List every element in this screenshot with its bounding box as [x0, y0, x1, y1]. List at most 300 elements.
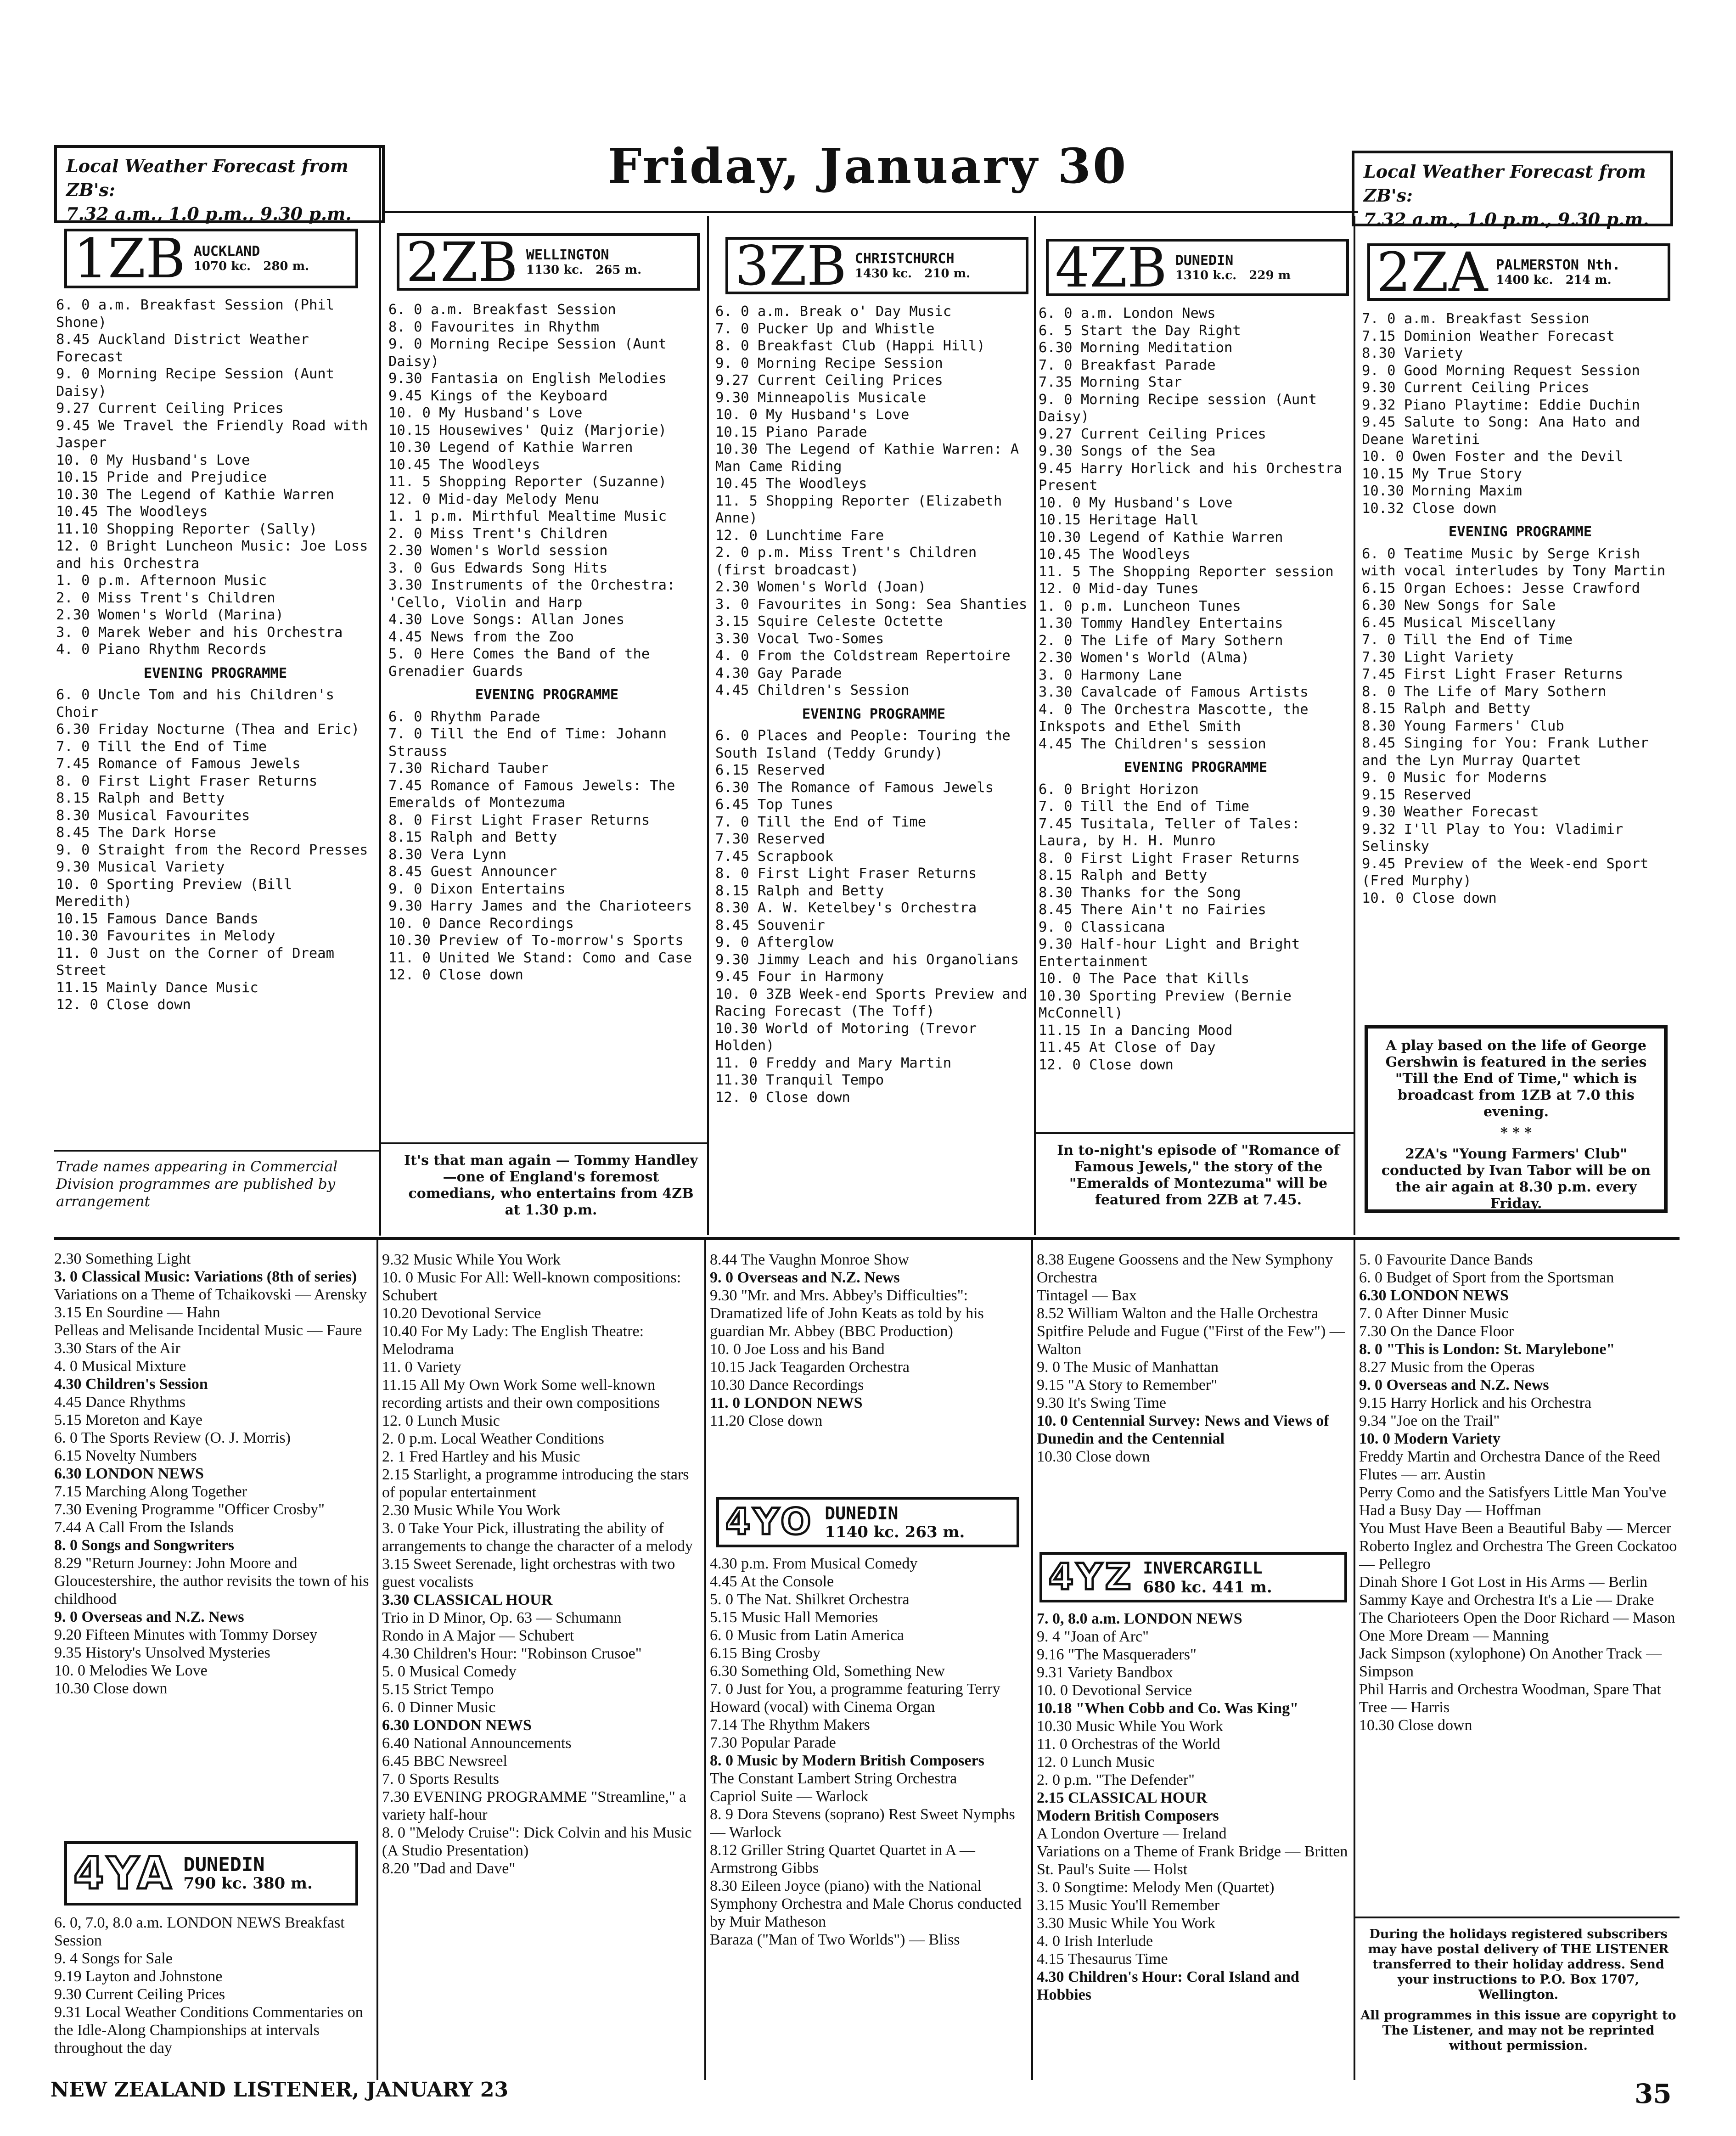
list-item: 7. 0 Breakfast Parade — [1039, 357, 1216, 373]
bottom-column-4b — [1037, 1610, 1351, 2078]
list-item: 11. 0 Freddy and Mary Martin — [715, 1055, 952, 1071]
list-item: 11. 0 Orchestras of the World — [1037, 1736, 1220, 1753]
list-item: 7.15 Marching Along Together — [54, 1483, 247, 1500]
list-item: 10.30 Close down — [54, 1680, 168, 1697]
list-item: 9.45 Four in Harmony — [715, 969, 884, 985]
section-heading: EVENING PROGRAMME — [475, 687, 619, 703]
list-item: 9.30 Weather Forecast — [1362, 804, 1539, 820]
list-item: 2. 0 The Life of Mary Sothern — [1039, 632, 1283, 649]
city: CHRISTCHURCH — [854, 250, 955, 267]
list-item: 6.45 BBC Newsreel — [382, 1753, 507, 1770]
list-item: 11.15 Mainly Dance Music — [56, 979, 258, 996]
city: PALMERSTON Nth. — [1496, 257, 1621, 273]
column-divider — [1031, 1240, 1033, 2080]
list-item: 2. 1 Fred Hartley and his Music — [382, 1448, 580, 1465]
list-item: 4. 0 The Orchestra Mascotte, the Inkspots and Ethel Smith — [1039, 701, 1309, 735]
city: DUNEDIN — [183, 1853, 265, 1876]
list-item: 4.30 Love Songs: Allan Jones — [388, 612, 625, 628]
bottom-column-3 — [710, 1251, 1029, 1490]
list-item: 7. 0 Just for You, a programme featuring Terry Howard (vocal) with Cinema Organ — [710, 1681, 1000, 1715]
list-item: 8. 0 The Life of Mary Sothern — [1362, 683, 1607, 700]
list-item: 6.30 LONDON NEWS — [1359, 1287, 1509, 1304]
list-item: 10.32 Close down — [1362, 500, 1497, 517]
list-item: 9. 4 Songs for Sale — [54, 1950, 173, 1967]
list-item: 9. 0 Overseas and N.Z. News — [710, 1269, 900, 1286]
list-item: 8.30 Young Farmers' Club — [1362, 718, 1564, 734]
list-item: 9.27 Current Ceiling Prices — [715, 372, 943, 388]
list-item: 9.32 Music While You Work — [382, 1251, 561, 1268]
list-item: 8. 0 Favourites in Rhythm — [388, 319, 600, 335]
note-rule — [1034, 1132, 1354, 1134]
list-item: 6.40 National Announcements — [382, 1735, 572, 1752]
bottom-column-1 — [54, 1250, 375, 1835]
wavelength: 214 m. — [1565, 273, 1612, 287]
note-paragraph: All programmes in this issue are copyright to The Listener, and may not be reprinted without permission. — [1360, 2008, 1676, 2053]
list-item: 7. 0 Till the End of Time — [715, 814, 927, 830]
list-item: The Constant Lambert String Orchestra — [710, 1770, 957, 1787]
list-item: A London Overture — Ireland — [1037, 1825, 1227, 1842]
list-item: 8. 0 First Light Fraser Returns — [56, 773, 318, 789]
list-item: 3. 0 Marek Weber and his Orchestra — [56, 624, 343, 641]
list-item: 9.27 Current Ceiling Prices — [1039, 426, 1266, 442]
list-item: 4.45 At the Console — [710, 1573, 834, 1590]
list-item: 3. 0 Classical Music: Variations (8th of series) — [54, 1268, 357, 1285]
list-item: 3.30 Cavalcade of Famous Artists — [1039, 684, 1309, 700]
list-item: 10.15 Heritage Hall — [1039, 512, 1199, 528]
list-item: 9.45 Preview of the Week-end Sport (Fred Murphy) — [1362, 855, 1649, 889]
list-item: 7. 0 Till the End of Time — [1362, 632, 1573, 648]
list-item: 8.15 Ralph and Betty — [1362, 701, 1531, 717]
list-item: 9.16 "The Masqueraders" — [1037, 1646, 1197, 1663]
list-item: 6. 0 Uncle Tom and his Children's Choir — [56, 687, 334, 720]
list-item: 2. 0 p.m. Local Weather Conditions — [382, 1430, 604, 1447]
list-item: 11.20 Close down — [710, 1412, 823, 1429]
list-item: 6.15 Novelty Numbers — [54, 1447, 197, 1464]
column-divider — [707, 216, 709, 1235]
note-rule — [1355, 1917, 1680, 1918]
list-item: 8.30 Musical Favourites — [56, 807, 250, 824]
frequency: 680 kc. 441 m. — [1143, 1578, 1272, 1596]
list-item: 9.30 Musical Variety — [56, 859, 225, 875]
list-item: 6.30 Friday Nocturne (Thea and Eric) — [56, 721, 360, 737]
station-4yz-logo — [1039, 1552, 1347, 1602]
city: DUNEDIN — [825, 1503, 899, 1523]
list-item: 6.30 Something Old, Something New — [710, 1663, 945, 1680]
list-item: 8. 0 First Light Fraser Returns — [388, 812, 650, 828]
list-item: Tintagel — Bax — [1037, 1287, 1137, 1304]
list-item: 10.45 The Woodleys — [56, 504, 208, 520]
list-item: 10. 0 Centennial Survey: News and Views of Dunedin and the Centennial — [1037, 1412, 1329, 1447]
list-item: 11. 0 United We Stand: Como and Case — [388, 950, 692, 966]
station-2za — [1367, 240, 1670, 304]
list-item: 11.30 Tranquil Tempo — [715, 1072, 884, 1088]
list-item: 11. 5 The Shopping Reporter session — [1039, 563, 1334, 580]
list-item: Capriol Suite — Warlock — [710, 1788, 869, 1805]
list-item: 7. 0 a.m. Breakfast Session — [1362, 311, 1590, 327]
list-item: 8.15 Ralph and Betty — [1039, 867, 1208, 883]
list-item: 6.15 Reserved — [715, 762, 825, 778]
list-item: 9. 0 Morning Recipe Session — [715, 355, 943, 371]
list-item: 7.30 EVENING PROGRAMME "Streamline," a variety half-hour — [382, 1788, 686, 1823]
list-item: 7.30 Light Variety — [1362, 649, 1514, 665]
list-item: 9. 4 "Joan of Arc" — [1037, 1628, 1149, 1645]
list-item: 10.30 Sporting Preview (Bernie McConnell) — [1039, 988, 1292, 1021]
list-item: 10.30 The Legend of Kathie Warren: A Man Came Riding — [715, 441, 1019, 475]
column-2zb — [388, 301, 705, 1123]
list-item: 2.30 Something Light — [54, 1250, 191, 1267]
list-item: 9.31 Variety Bandbox — [1037, 1664, 1173, 1681]
list-item: 10. 0 Close down — [1362, 890, 1497, 906]
list-item: 9. 0 Morning Recipe Session (Aunt Daisy) — [388, 336, 667, 370]
list-item: 8.30 Thanks for the Song — [1039, 884, 1241, 901]
list-item: 8.45 The Dark Horse — [56, 825, 216, 841]
column-divider — [1354, 1240, 1355, 2080]
list-item: Jack Simpson (xylophone) On Another Track — Simpson — [1359, 1645, 1662, 1680]
weather-line-2: 7.32 a.m., 1.0 p.m., 9.30 p.m. — [1364, 209, 1649, 230]
list-item: 3. 0 Favourites in Song: Sea Shanties — [715, 596, 1028, 613]
list-item: 6. 0 a.m. Breakfast Session — [388, 302, 616, 318]
list-item: 10.30 Preview of To-morrow's Sports — [388, 933, 684, 949]
list-item: 10. 0 The Pace that Kills — [1039, 971, 1250, 987]
call-sign: 4YZ — [1049, 1557, 1134, 1598]
city: AUCKLAND — [193, 243, 260, 259]
section-heading: EVENING PROGRAMME — [1448, 524, 1592, 540]
list-item: 4.45 The Children's session — [1039, 736, 1266, 752]
list-item: 9.15 Reserved — [1362, 787, 1472, 803]
list-item: 4.30 Children's Hour: Coral Island and Hobbies — [1037, 1968, 1299, 2003]
list-item: 9. 0 Good Morning Request Session — [1362, 362, 1640, 379]
list-item: 10.30 Dance Recordings — [710, 1377, 864, 1394]
list-item: 11. 5 Shopping Reporter (Suzanne) — [388, 474, 667, 490]
section-heading: EVENING PROGRAMME — [1124, 759, 1268, 776]
call-sign: 2ZB — [406, 230, 518, 294]
station-3zb — [725, 234, 1028, 298]
list-item: 11. 0 Just on the Corner of Dream Street — [56, 945, 334, 978]
list-item: 1. 0 p.m. Afternoon Music — [56, 573, 267, 589]
list-item: 8. 0 Songs and Songwriters — [54, 1537, 235, 1554]
list-item: Pelleas and Melisande Incidental Music — Faure — [54, 1322, 362, 1339]
list-item: 6. 0 Budget of Sport from the Sportsman — [1359, 1269, 1614, 1286]
city: WELLINGTON — [526, 247, 609, 263]
list-item: 9.32 Piano Playtime: Eddie Duchin — [1362, 397, 1640, 413]
list-item: 7. 0 After Dinner Music — [1359, 1305, 1509, 1322]
list-item: 10. 0 Devotional Service — [1037, 1682, 1192, 1699]
list-item: 4. 0 Piano Rhythm Records — [56, 641, 267, 658]
list-item: 7.14 The Rhythm Makers — [710, 1716, 870, 1733]
list-item: Variations on a Theme of Tchaikovski — Arensky — [54, 1286, 367, 1303]
page-number: 35 — [1635, 2078, 1672, 2109]
list-item: 7.45 Romance of Famous Jewels: The Emeralds of Montezuma — [388, 777, 675, 811]
list-item: 10.15 Housewives' Quiz (Marjorie) — [388, 422, 667, 438]
list-item: 8.27 Music from the Operas — [1359, 1359, 1535, 1376]
list-item: 9.35 History's Unsolved Mysteries — [54, 1644, 270, 1661]
list-item: 1. 1 p.m. Mirthful Mealtime Music — [388, 508, 667, 524]
column-2za — [1362, 310, 1679, 1017]
list-item: 12. 0 Lunch Music — [382, 1412, 500, 1429]
weather-line-1: Local Weather Forecast from ZB's: — [1364, 161, 1646, 206]
note-rule — [379, 1142, 707, 1144]
list-item: 8.30 Eileen Joyce (piano) with the National Symphony Orchestra and Male Chorus conducted by Muir Matheson — [710, 1877, 1022, 1930]
frequency: 1130 kc. — [526, 263, 584, 277]
list-item: 9.30 "Mr. and Mrs. Abbey's Difficulties": Dramatized life of John Keats as told by his guardian Mr. Abbey (BBC Production) — [710, 1287, 984, 1340]
list-item: One More Dream — Manning — [1359, 1627, 1549, 1644]
list-item: 10.30 World of Motoring (Trevor Holden) — [715, 1020, 977, 1054]
list-item: 10.15 Jack Teagarden Orchestra — [710, 1359, 910, 1376]
list-item: 8.30 A. W. Ketelbey's Orchestra — [715, 900, 977, 916]
weather-box-left — [54, 145, 385, 223]
list-item: 7.30 Richard Tauber — [388, 760, 549, 776]
list-item: 9. 0 Morning Recipe session (Aunt Daisy) — [1039, 391, 1317, 425]
frequency: 1400 kc. — [1496, 273, 1553, 287]
list-item: 4.45 News from the Zoo — [388, 629, 574, 645]
list-item: 8.45 Guest Announcer — [388, 864, 557, 880]
list-item: 2.30 Women's World (Alma) — [1039, 650, 1250, 666]
list-item: 6. 0 Teatime Music by Serge Krish with vocal interludes by Tony Martin — [1362, 545, 1666, 579]
list-item: 6.30 New Songs for Sale — [1362, 597, 1556, 613]
list-item: 10. 0 My Husband's Love — [56, 452, 250, 468]
list-item: 4. 0 Irish Interlude — [1037, 1933, 1153, 1950]
list-item: 12. 0 Lunch Music — [1037, 1754, 1155, 1771]
call-sign: 2ZA — [1376, 240, 1488, 304]
list-item: 8. 0 "Melody Cruise": Dick Colvin and his Music (A Studio Presentation) — [382, 1824, 692, 1859]
list-item: 2. 0 p.m. Miss Trent's Children (first broadcast) — [715, 545, 977, 578]
list-item: 10.20 Devotional Service — [382, 1305, 541, 1322]
list-item: 10.30 Morning Maxim — [1362, 483, 1522, 499]
list-item: 12. 0 Close down — [388, 967, 523, 983]
list-item: 11. 0 LONDON NEWS — [710, 1394, 863, 1411]
trade-names-note: Trade names appearing in Commercial Division programmes are published by arrangement — [56, 1158, 338, 1210]
column-3zb — [715, 303, 1032, 1235]
list-item: 8.15 Ralph and Betty — [56, 790, 225, 806]
list-item: 2.30 Women's World (Joan) — [715, 579, 927, 595]
list-item: 10.45 The Woodleys — [715, 476, 867, 492]
list-item: 3.30 CLASSICAL HOUR — [382, 1591, 553, 1608]
list-item: 10.45 The Woodleys — [388, 456, 540, 473]
list-item: 6. 0 a.m. Breakfast Session (Phil Shone) — [56, 297, 334, 331]
list-item: 10. 0 Sporting Preview (Bill Meredith) — [56, 876, 292, 910]
list-item: 9.34 "Joe on the Trail" — [1359, 1412, 1500, 1429]
list-item: 3.15 Music You'll Remember — [1037, 1897, 1220, 1914]
column-divider — [704, 1240, 706, 2080]
list-item: 6.45 Musical Miscellany — [1362, 614, 1556, 631]
call-sign: 4YA — [73, 1848, 174, 1899]
station-1zb — [64, 229, 358, 288]
list-item: 10. 0 Dance Recordings — [388, 915, 574, 932]
list-item: 10. 0 Owen Foster and the Devil — [1362, 449, 1624, 465]
list-item: 3.15 Sweet Serenade, light orchestras with two guest vocalists — [382, 1556, 675, 1591]
list-item: 9.15 "A Story to Remember" — [1037, 1377, 1218, 1394]
list-item: 9. 0 Afterglow — [715, 934, 834, 950]
list-item: 1.30 Tommy Handley Entertains — [1039, 615, 1283, 631]
list-item: 7. 0 Till the End of Time: Johann Strauss — [388, 726, 667, 759]
list-item: 10.18 "When Cobb and Co. Was King" — [1037, 1700, 1298, 1717]
list-item: 10.30 Legend of Kathie Warren — [1039, 529, 1283, 545]
list-item: 9. 0 Straight from the Record Presses — [56, 842, 368, 858]
list-item: Dinah Shore I Got Lost in His Arms — Berlin — [1359, 1574, 1648, 1591]
jewels-note: In to-night's episode of "Romance of Famous Jewels," the story of the "Emeralds of Montezuma" will be featured from 2ZB at 7.45. — [1057, 1142, 1340, 1208]
bottom-column-5 — [1359, 1251, 1678, 1889]
city: INVERCARGILL — [1143, 1559, 1263, 1578]
list-item: 2.15 Starlight, a programme introducing the stars of popular entertainment — [382, 1466, 689, 1501]
list-item: St. Paul's Suite — Holst — [1037, 1861, 1188, 1878]
list-item: 6. 0 a.m. London News — [1039, 305, 1216, 321]
list-item: Variations on a Theme of Frank Bridge — Britten — [1037, 1843, 1348, 1860]
list-item: 8. 0 Breakfast Club (Happi Hill) — [715, 338, 985, 354]
list-item: 12. 0 Close down — [1039, 1057, 1174, 1073]
list-item: 3. 0 Take Your Pick, illustrating the ability of arrangements to change the character of a melody — [382, 1520, 693, 1555]
list-item: Trio in D Minor, Op. 63 — Schumann — [382, 1609, 622, 1626]
bottom-column-2 — [382, 1251, 702, 2073]
list-item: 9. 0 Morning Recipe Session (Aunt Daisy) — [56, 366, 334, 399]
page-title: Friday, January 30 — [607, 138, 1128, 194]
list-item: 6.30 LONDON NEWS — [54, 1465, 204, 1482]
title-rule — [385, 211, 1358, 213]
list-item: 2. 0 Miss Trent's Children — [56, 590, 275, 606]
list-item: 11. 0 Variety — [382, 1359, 461, 1376]
list-item: 8. 9 Dora Stevens (soprano) Rest Sweet Nymphs — Warlock — [710, 1806, 1015, 1841]
list-item: 7.45 Tusitala, Teller of Tales: Laura, by H. H. Munro — [1039, 815, 1300, 849]
call-sign: 4YO — [725, 1501, 814, 1543]
list-item: 10.15 Piano Parade — [715, 424, 867, 440]
list-item: 2. 0 p.m. "The Defender" — [1037, 1771, 1195, 1788]
list-item: 10.30 Close down — [1359, 1717, 1472, 1734]
list-item: Rondo in A Major — Schubert — [382, 1627, 574, 1644]
list-item: 9. 0 Dixon Entertains — [388, 881, 566, 897]
list-item: 8. 0 Music by Modern British Composers — [710, 1752, 984, 1769]
list-item: 8.30 Vera Lynn — [388, 846, 507, 863]
list-item: 3.30 Vocal Two-Somes — [715, 630, 884, 647]
wavelength: 280 m. — [263, 259, 309, 273]
list-item: 5. 0 The Nat. Shilkret Orchestra — [710, 1591, 910, 1608]
list-item: 9.30 It's Swing Time — [1037, 1394, 1166, 1411]
list-item: 8. 0 First Light Fraser Returns — [715, 866, 977, 882]
list-item: 3.30 Music While You Work — [1037, 1915, 1215, 1932]
column-divider — [1354, 216, 1355, 1235]
list-item: 7. 0 Till the End of Time — [1039, 798, 1250, 815]
note-paragraph: 2ZA's "Young Farmers' Club" conducted by Ivan Tabor will be on the air again at 8.30 p.m. every Friday. — [1381, 1146, 1651, 1212]
call-sign: 1ZB — [73, 227, 185, 290]
list-item: 11. 5 Shopping Reporter (Elizabeth Anne) — [715, 493, 1002, 526]
list-item: 2. 0 Miss Trent's Children — [388, 525, 608, 542]
list-item: 12. 0 Mid-day Tunes — [1039, 581, 1199, 597]
list-item: 7.15 Dominion Weather Forecast — [1362, 328, 1615, 344]
list-item: 10. 0 Music For All: Well-known compositions: Schubert — [382, 1269, 681, 1304]
frequency: 1140 kc. 263 m. — [825, 1523, 965, 1541]
list-item: Freddy Martin and Orchestra Dance of the Reed Flutes — arr. Austin — [1359, 1448, 1661, 1483]
list-item: 6. 0 The Sports Review (O. J. Morris) — [54, 1429, 291, 1446]
list-item: 9.27 Current Ceiling Prices — [56, 400, 284, 416]
list-item: 7. 0 Till the End of Time — [56, 738, 267, 755]
list-item: 9.30 Harry James and the Charioteers — [388, 898, 692, 914]
list-item: 10.15 Famous Dance Bands — [56, 911, 258, 927]
list-item: 2.15 CLASSICAL HOUR — [1037, 1789, 1208, 1806]
weather-line-1: Local Weather Forecast from ZB's: — [66, 156, 348, 200]
list-item: 8.29 "Return Journey: John Moore and Gloucestershire, the author revisits the town of his childhood — [54, 1555, 369, 1608]
list-item: Spitfire Pelude and Fugue ("First of the Few") — Walton — [1037, 1323, 1345, 1358]
list-item: 10. 0 3ZB Week-end Sports Preview and Racing Forecast (The Toff) — [715, 986, 1028, 1019]
list-item: 6. 0 Music from Latin America — [710, 1627, 905, 1644]
list-item: Roberto Inglez and Orchestra The Green Cockatoo — Pellegro — [1359, 1538, 1677, 1573]
list-item: 6.15 Bing Crosby — [710, 1645, 820, 1662]
handley-note: It's that man again — Tommy Handley—one of England's foremost comedians, who entertains from 4ZB at 1.30 p.m. — [404, 1152, 698, 1218]
column-divider — [1034, 216, 1036, 1235]
station-4ya-logo — [64, 1841, 358, 1906]
list-item: 2.30 Women's World session — [388, 543, 608, 559]
bottom-column-4 — [1037, 1251, 1351, 1545]
list-item: 9. 0 Music for Moderns — [1362, 770, 1547, 786]
list-item: 3.15 En Sourdine — Hahn — [54, 1304, 220, 1321]
list-item: 6. 0 Places and People: Touring the South Island (Teddy Grundy) — [715, 728, 1011, 761]
weather-line-2: 7.32 a.m., 1.0 p.m., 9.30 p.m. — [66, 203, 352, 224]
list-item: 8.15 Ralph and Betty — [388, 829, 557, 845]
list-item: 2.30 Women's World (Marina) — [56, 607, 284, 623]
list-item: 9.20 Fifteen Minutes with Tommy Dorsey — [54, 1626, 318, 1643]
list-item: 8.45 Singing for You: Frank Luther and the Lyn Murray Quartet — [1362, 735, 1649, 769]
list-item: 3.30 Instruments of the Orchestra: 'Cello, Violin and Harp — [388, 577, 675, 611]
list-item: 12. 0 Lunchtime Fare — [715, 527, 884, 544]
list-item: 6.30 Morning Meditation — [1039, 340, 1233, 356]
list-item: 10.30 Music While You Work — [1037, 1718, 1223, 1735]
list-item: 7.30 Evening Programme "Officer Crosby" — [54, 1501, 325, 1518]
list-item: 8.44 The Vaughn Monroe Show — [710, 1251, 910, 1268]
gershwin-note — [1365, 1025, 1668, 1213]
list-item: 9. 0 Classicana — [1039, 919, 1165, 935]
list-item: 7.35 Morning Star — [1039, 374, 1182, 390]
list-item: 11.45 At Close of Day — [1039, 1040, 1216, 1056]
list-item: 9.30 Half-hour Light and Bright Entertainment — [1039, 936, 1300, 970]
list-item: 10. 0 Joe Loss and his Band — [710, 1341, 885, 1358]
note-paragraph: During the holidays registered subscribers may have postal delivery of THE LISTENER transferred to their holiday address. Send your instructions to P.O. Box 1707, Wellington. — [1368, 1927, 1669, 2002]
section-heading: EVENING PROGRAMME — [143, 665, 287, 681]
list-item: 10.15 Pride and Prejudice — [56, 469, 267, 485]
list-item: The Charioteers Open the Door Richard — Mason — [1359, 1609, 1675, 1626]
list-item: 6.30 The Romance of Famous Jewels — [715, 779, 994, 796]
list-item: Sammy Kaye and Orchestra It's a Lie — Drake — [1359, 1591, 1654, 1608]
list-item: 8.12 Griller String Quartet Quartet in A — Armstrong Gibbs — [710, 1842, 975, 1877]
section-heading: EVENING PROGRAMME — [802, 706, 946, 722]
list-item: 9.45 Salute to Song: Ana Hato and Deane Waretini — [1362, 414, 1640, 448]
list-item: 7.45 Romance of Famous Jewels — [56, 756, 301, 772]
list-item: You Must Have Been a Beautiful Baby — Mercer — [1359, 1520, 1672, 1537]
frequency: 1430 kc. — [854, 266, 912, 281]
wavelength: 265 m. — [596, 263, 642, 277]
list-item: 9.30 Jimmy Leach and his Organolians — [715, 951, 1019, 968]
list-item: 5. 0 Favourite Dance Bands — [1359, 1251, 1533, 1268]
list-item: 12. 0 Close down — [715, 1089, 850, 1106]
city: DUNEDIN — [1175, 252, 1234, 269]
note-rule — [54, 1150, 379, 1152]
list-item: 6.15 Organ Echoes: Jesse Crawford — [1362, 580, 1640, 596]
frequency: 790 kc. 380 m. — [183, 1874, 313, 1893]
list-item: 9.45 We Travel the Friendly Road with Jasper — [56, 417, 368, 451]
list-item: 3.30 Stars of the Air — [54, 1340, 180, 1357]
list-item: 9.30 Songs of the Sea — [1039, 443, 1216, 459]
list-item: 8.45 Auckland District Weather Forecast — [56, 332, 309, 365]
weather-box-right — [1352, 151, 1673, 230]
list-item: 8.20 "Dad and Dave" — [382, 1860, 516, 1877]
list-item: 10. 0 My Husband's Love — [715, 407, 910, 423]
list-item: 9.15 Harry Horlick and his Orchestra — [1359, 1394, 1592, 1411]
list-item: 3. 0 Harmony Lane — [1039, 667, 1182, 683]
list-item: 11.10 Shopping Reporter (Sally) — [56, 521, 318, 537]
list-item: 9.30 Current Ceiling Prices — [54, 1986, 225, 2003]
column-divider — [376, 1240, 378, 2080]
list-item: 12. 0 Mid-day Melody Menu — [388, 491, 600, 507]
station-4yo-logo — [716, 1497, 1019, 1547]
list-item: 6. 5 Start the Day Right — [1039, 322, 1241, 339]
footer-masthead: NEW ZEALAND LISTENER, JANUARY 23 — [51, 2078, 509, 2102]
list-item: 9. 0 Overseas and N.Z. News — [1359, 1377, 1549, 1394]
